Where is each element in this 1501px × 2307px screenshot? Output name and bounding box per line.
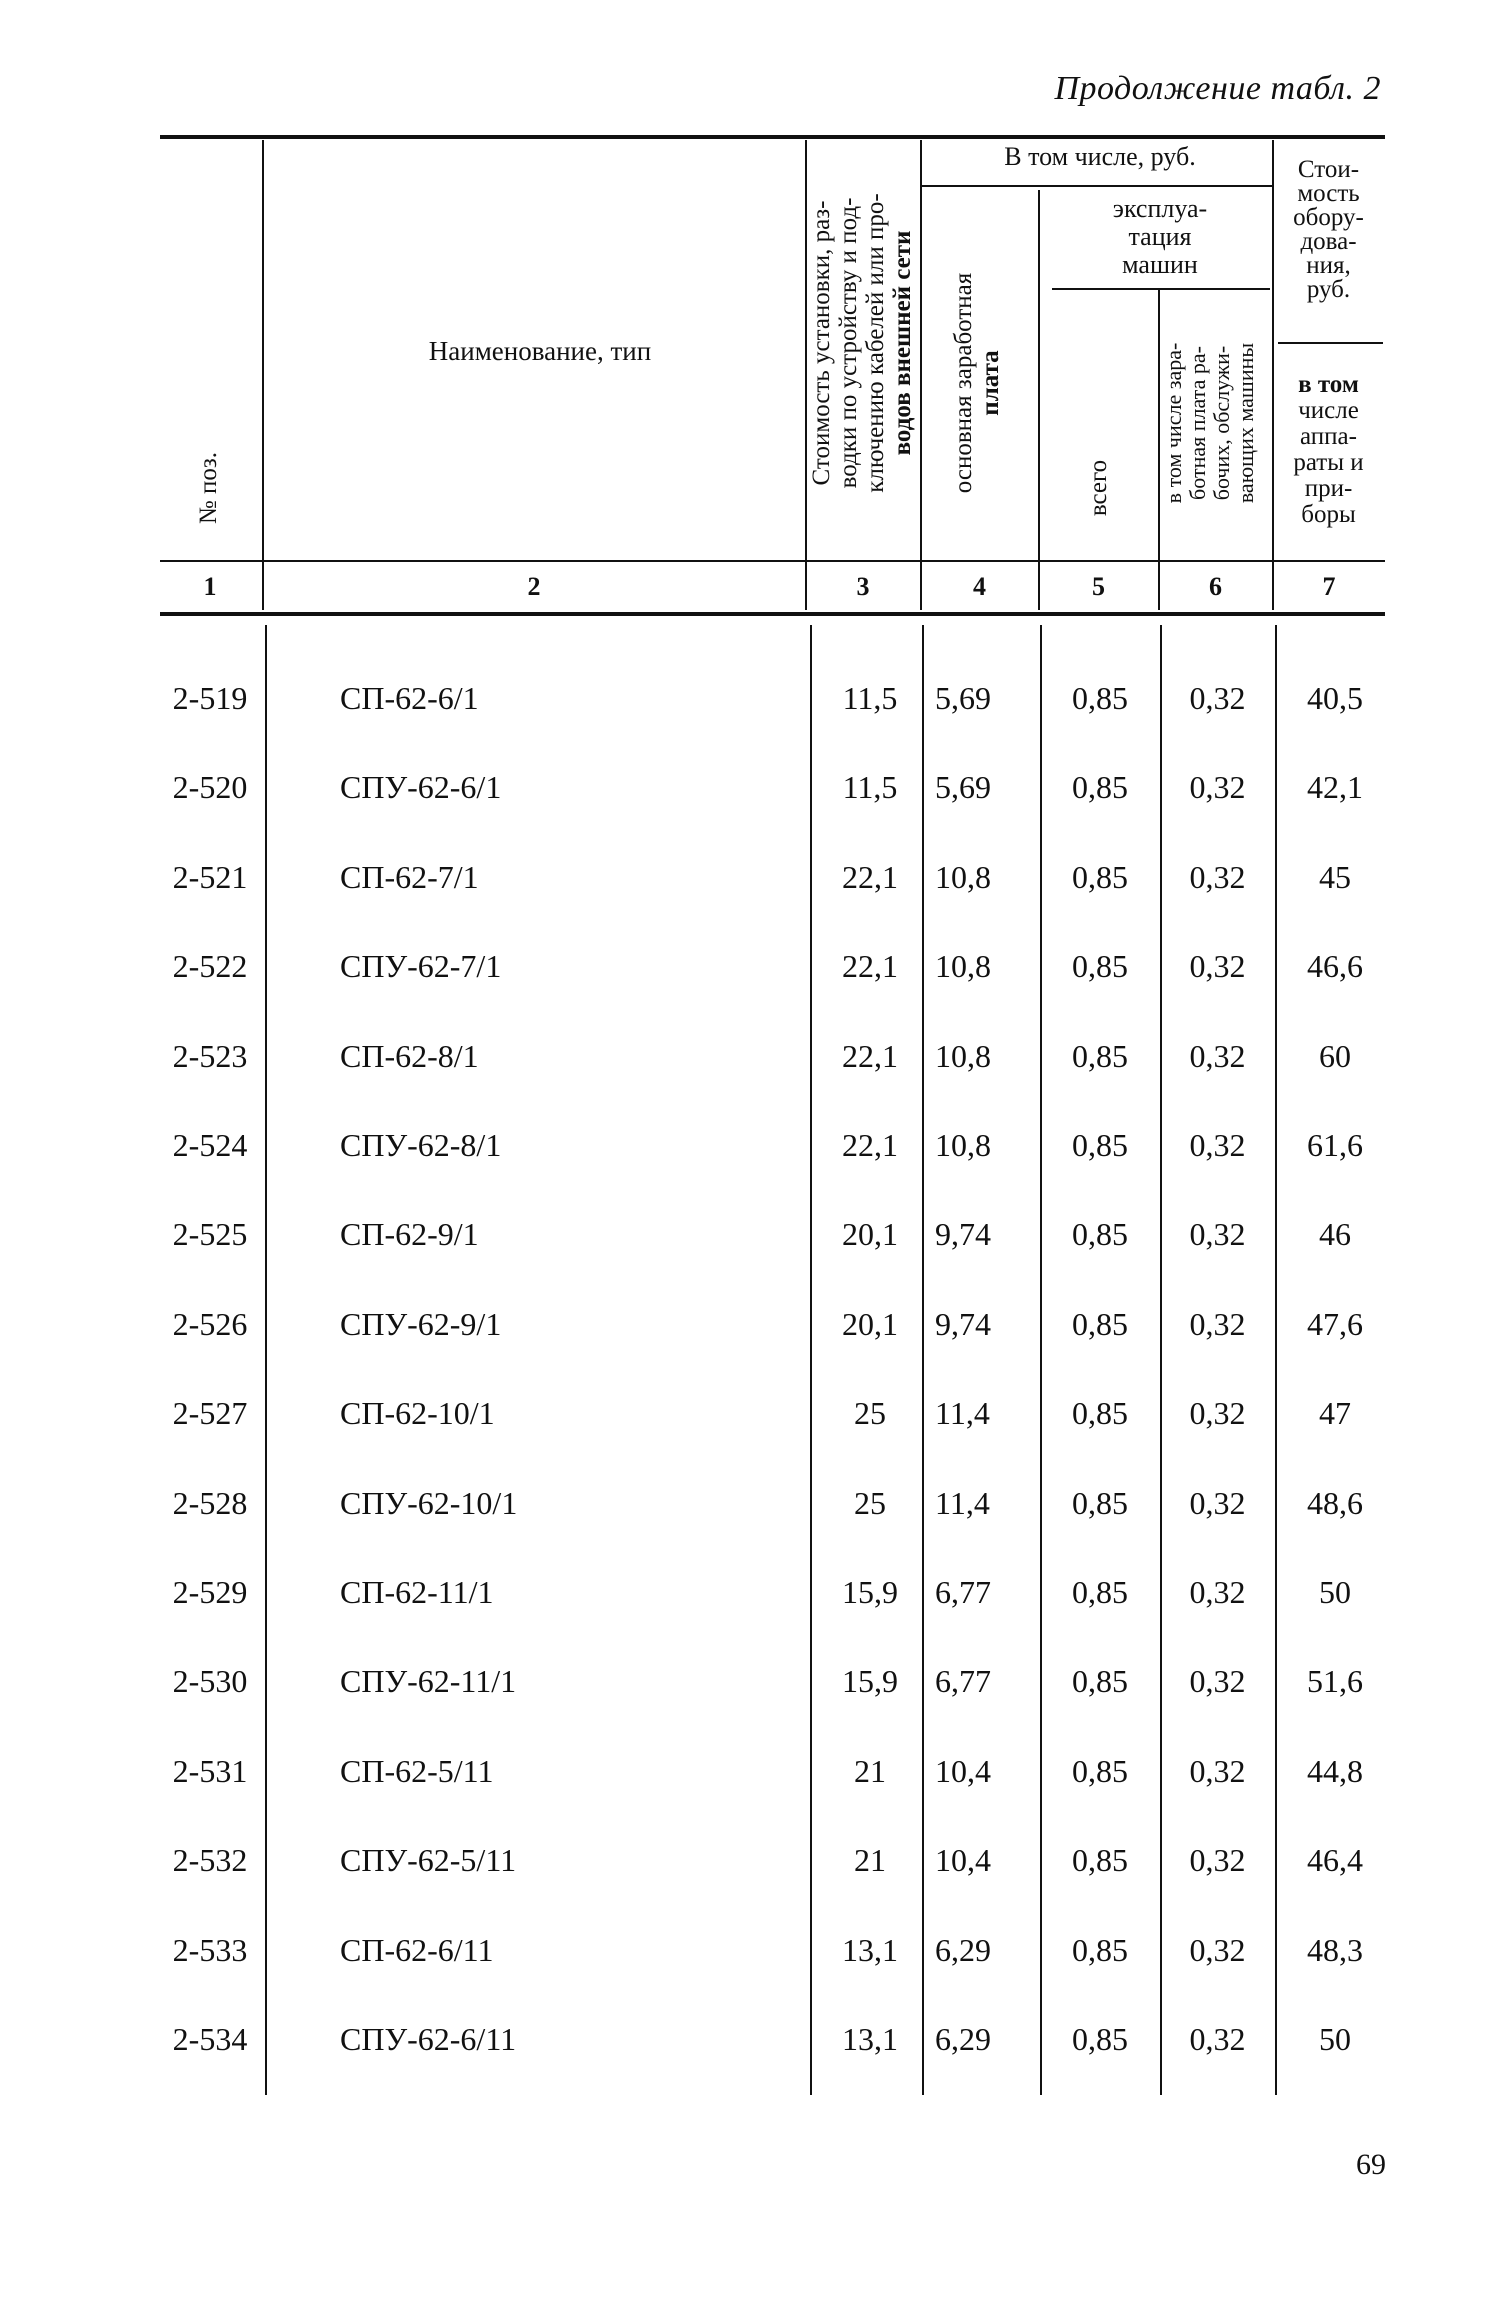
install-cell: 13,1 [842, 1932, 898, 1968]
equipment-cell: 60 [1319, 1038, 1351, 1074]
header-mach-line: ботная плата ра- [1185, 346, 1210, 500]
equipment-cell: 44,8 [1307, 1753, 1363, 1789]
header-devices-line: числе [1298, 397, 1359, 424]
pos-cell: 2-529 [172, 1574, 248, 1610]
header-equip-line: обору- [1293, 204, 1364, 231]
machine-total-cell: 0,85 [1072, 859, 1128, 895]
name-cell: СП-62-11/1 [340, 1574, 494, 1610]
header-wage-line: основная заработная [950, 272, 977, 494]
wage-cell: 9,74 [935, 1306, 991, 1342]
equipment-cell: 46,4 [1307, 1842, 1363, 1878]
header-divider [262, 140, 264, 610]
header-equip-line: дова- [1300, 228, 1357, 255]
header-equip [1276, 158, 1381, 302]
install-cell: 22,1 [842, 948, 898, 984]
equipment-cell: 42,1 [1307, 769, 1363, 805]
pos-cell: 2-528 [172, 1485, 248, 1521]
pos-cell: 2-521 [172, 859, 248, 895]
wage-cell: 6,29 [935, 2021, 991, 2057]
name-cell: СП-62-5/11 [340, 1753, 494, 1789]
header-mach [1162, 298, 1258, 548]
equipment-cell: 46,6 [1307, 948, 1363, 984]
header-devices-line: при- [1304, 475, 1353, 502]
machine-wage-cell: 0,32 [1189, 1038, 1246, 1074]
wage-cell: 6,29 [935, 1932, 991, 1968]
equipment-cell: 61,6 [1307, 1127, 1363, 1163]
header-rule [1278, 342, 1383, 344]
header-devices [1276, 372, 1381, 528]
machine-wage-cell: 0,32 [1189, 1216, 1246, 1252]
name-cell: СПУ-62-8/1 [340, 1127, 502, 1163]
col-number: 1 [203, 572, 217, 601]
pos-cell: 2-526 [172, 1306, 248, 1342]
install-cell: 20,1 [842, 1306, 898, 1342]
header-expl-line: тация [1128, 222, 1192, 251]
wage-cell: 10,8 [935, 1038, 991, 1074]
pos-cell: 2-519 [172, 680, 248, 716]
header-equip-line: руб. [1306, 276, 1351, 303]
name-cell: СПУ-62-5/11 [340, 1842, 517, 1878]
name-cell: СП-62-6/1 [340, 680, 479, 716]
equipment-cell: 50 [1319, 1574, 1351, 1610]
header-mach-line: вающих машины [1233, 342, 1258, 504]
install-cell: 15,9 [842, 1663, 898, 1699]
name-cell: СПУ-62-6/1 [340, 769, 502, 805]
install-cell: 22,1 [842, 1127, 898, 1163]
machine-total-cell: 0,85 [1072, 1753, 1128, 1789]
machine-wage-cell: 0,32 [1189, 1306, 1246, 1342]
equipment-cell: 40,5 [1307, 680, 1363, 716]
machine-total-cell: 0,85 [1072, 1395, 1128, 1431]
header-devices-line: в том [1298, 371, 1359, 398]
equipment-cell: 51,6 [1307, 1663, 1363, 1699]
equipment-cell: 47,6 [1307, 1306, 1363, 1342]
name-cell: СПУ-62-7/1 [340, 948, 502, 984]
header-divider [1158, 290, 1160, 610]
name-cell: СПУ-62-9/1 [340, 1306, 502, 1342]
machine-wage-cell: 0,32 [1189, 948, 1246, 984]
pos-cell: 2-524 [172, 1127, 248, 1163]
header-divider [1038, 190, 1040, 610]
machine-wage-cell: 0,32 [1189, 680, 1246, 716]
wage-cell: 10,4 [935, 1842, 991, 1878]
install-cell: 20,1 [842, 1216, 898, 1252]
install-cell: 15,9 [842, 1574, 898, 1610]
header-devices-line: аппа- [1300, 423, 1357, 450]
header-expl-line: эксплуа- [1112, 194, 1208, 223]
col-number: 4 [973, 572, 986, 601]
pos-cell: 2-520 [172, 769, 248, 805]
header-equip-line: мость [1297, 180, 1360, 207]
pos-cell: 2-523 [172, 1038, 248, 1074]
header-equip-line: Стои- [1297, 156, 1360, 183]
install-cell: 22,1 [842, 859, 898, 895]
pos-cell: 2-527 [172, 1395, 248, 1431]
name-cell: СП-62-8/1 [340, 1038, 479, 1074]
header-install-line: Стоимость установки, раз- [808, 200, 835, 486]
header-wage [950, 218, 1004, 548]
install-cell: 21 [854, 1842, 886, 1878]
body-divider [810, 625, 812, 2095]
wage-cell: 10,8 [935, 1127, 991, 1163]
pos-cell: 2-534 [172, 2021, 248, 2057]
machine-total-cell: 0,85 [1072, 1663, 1128, 1699]
header-incl: В том числе, руб. [1004, 142, 1196, 171]
header-wage-line: плата [977, 350, 1004, 416]
name-cell: СП-62-7/1 [340, 859, 479, 895]
header-bottom-rule [160, 612, 1385, 616]
machine-wage-cell: 0,32 [1189, 769, 1246, 805]
header-mach-line: в том числе зара- [1161, 342, 1186, 504]
col-number: 3 [856, 572, 870, 601]
wage-cell: 10,4 [935, 1753, 991, 1789]
header-install-line: водов внешней сети [889, 230, 916, 456]
machine-total-cell: 0,85 [1072, 1216, 1128, 1252]
header-pos: № поз. [195, 451, 222, 525]
equipment-cell: 50 [1319, 2021, 1351, 2057]
name-cell: СПУ-62-6/11 [340, 2021, 517, 2057]
body-divider [1275, 625, 1277, 2095]
machine-total-cell: 0,85 [1072, 1038, 1128, 1074]
equipment-cell: 48,6 [1307, 1485, 1363, 1521]
machine-wage-cell: 0,32 [1189, 1932, 1246, 1968]
header-divider [805, 140, 807, 610]
col-number: 5 [1092, 572, 1105, 601]
col-number: 7 [1322, 572, 1336, 601]
equipment-cell: 47 [1319, 1395, 1351, 1431]
equipment-cell: 48,3 [1307, 1932, 1363, 1968]
machine-wage-cell: 0,32 [1189, 1127, 1246, 1163]
machine-total-cell: 0,85 [1072, 1932, 1128, 1968]
wage-cell: 10,8 [935, 948, 991, 984]
equipment-cell: 46 [1319, 1216, 1351, 1252]
pos-cell: 2-532 [172, 1842, 248, 1878]
header-rule [160, 560, 1385, 562]
name-cell: СП-62-9/1 [340, 1216, 479, 1252]
machine-wage-cell: 0,32 [1189, 1485, 1246, 1521]
machine-wage-cell: 0,32 [1189, 1395, 1246, 1431]
header-expl [1050, 195, 1270, 279]
wage-cell: 6,77 [935, 1574, 991, 1610]
machine-total-cell: 0,85 [1072, 1127, 1128, 1163]
header-rule [920, 185, 1272, 187]
machine-wage-cell: 0,32 [1189, 1663, 1246, 1699]
wage-cell: 11,4 [935, 1395, 990, 1431]
header-total: всего [1085, 459, 1112, 517]
header-devices-line: раты и [1293, 449, 1364, 476]
pos-cell: 2-522 [172, 948, 248, 984]
col-number: 6 [1209, 572, 1222, 601]
header-mach-line: бочих, обслужи- [1209, 345, 1234, 501]
top-rule [160, 135, 1385, 139]
header-divider [1272, 140, 1274, 610]
name-cell: СПУ-62-11/1 [340, 1663, 517, 1699]
page-number: 69 [1356, 2148, 1386, 2181]
install-cell: 21 [854, 1753, 886, 1789]
install-cell: 22,1 [842, 1038, 898, 1074]
pos-cell: 2-525 [172, 1216, 248, 1252]
body-divider [922, 625, 924, 2095]
header-install-line: ключению кабелей или про- [862, 193, 889, 493]
install-cell: 25 [854, 1395, 886, 1431]
wage-cell: 10,8 [935, 859, 991, 895]
wage-cell: 5,69 [935, 769, 991, 805]
install-cell: 11,5 [842, 769, 898, 805]
machine-wage-cell: 0,32 [1189, 1574, 1246, 1610]
wage-cell: 5,69 [935, 680, 991, 716]
machine-total-cell: 0,85 [1072, 1574, 1128, 1610]
header-name: Наименование, тип [428, 336, 652, 366]
name-cell: СП-62-10/1 [340, 1395, 495, 1431]
machine-wage-cell: 0,32 [1189, 1842, 1246, 1878]
header-devices-line: боры [1301, 501, 1356, 528]
machine-total-cell: 0,85 [1072, 2021, 1128, 2057]
name-cell: СПУ-62-10/1 [340, 1485, 518, 1521]
install-cell: 11,5 [842, 680, 898, 716]
col-number: 2 [527, 572, 541, 601]
body-divider [265, 625, 267, 2095]
wage-cell: 6,77 [935, 1663, 991, 1699]
machine-wage-cell: 0,32 [1189, 859, 1246, 895]
pos-cell: 2-533 [172, 1932, 248, 1968]
header-expl-line: машин [1122, 250, 1198, 279]
wage-cell: 11,4 [935, 1485, 990, 1521]
machine-total-cell: 0,85 [1072, 680, 1128, 716]
header-divider [920, 140, 922, 610]
machine-wage-cell: 0,32 [1189, 2021, 1246, 2057]
name-cell: СП-62-6/11 [340, 1932, 494, 1968]
pos-cell: 2-530 [172, 1663, 248, 1699]
header-rule [1052, 288, 1270, 290]
header-install-line: водки по устройству и под- [835, 197, 862, 489]
machine-total-cell: 0,85 [1072, 1485, 1128, 1521]
machine-total-cell: 0,85 [1072, 1306, 1128, 1342]
header-install [808, 138, 916, 548]
machine-total-cell: 0,85 [1072, 769, 1128, 805]
install-cell: 13,1 [842, 2021, 898, 2057]
pos-cell: 2-531 [172, 1753, 248, 1789]
wage-cell: 9,74 [935, 1216, 991, 1252]
install-cell: 25 [854, 1485, 886, 1521]
machine-total-cell: 0,85 [1072, 948, 1128, 984]
equipment-cell: 45 [1319, 859, 1351, 895]
machine-wage-cell: 0,32 [1189, 1753, 1246, 1789]
machine-total-cell: 0,85 [1072, 1842, 1128, 1878]
table-caption: Продолжение табл. 2 [1054, 70, 1381, 107]
header-equip-line: ния, [1306, 252, 1351, 279]
